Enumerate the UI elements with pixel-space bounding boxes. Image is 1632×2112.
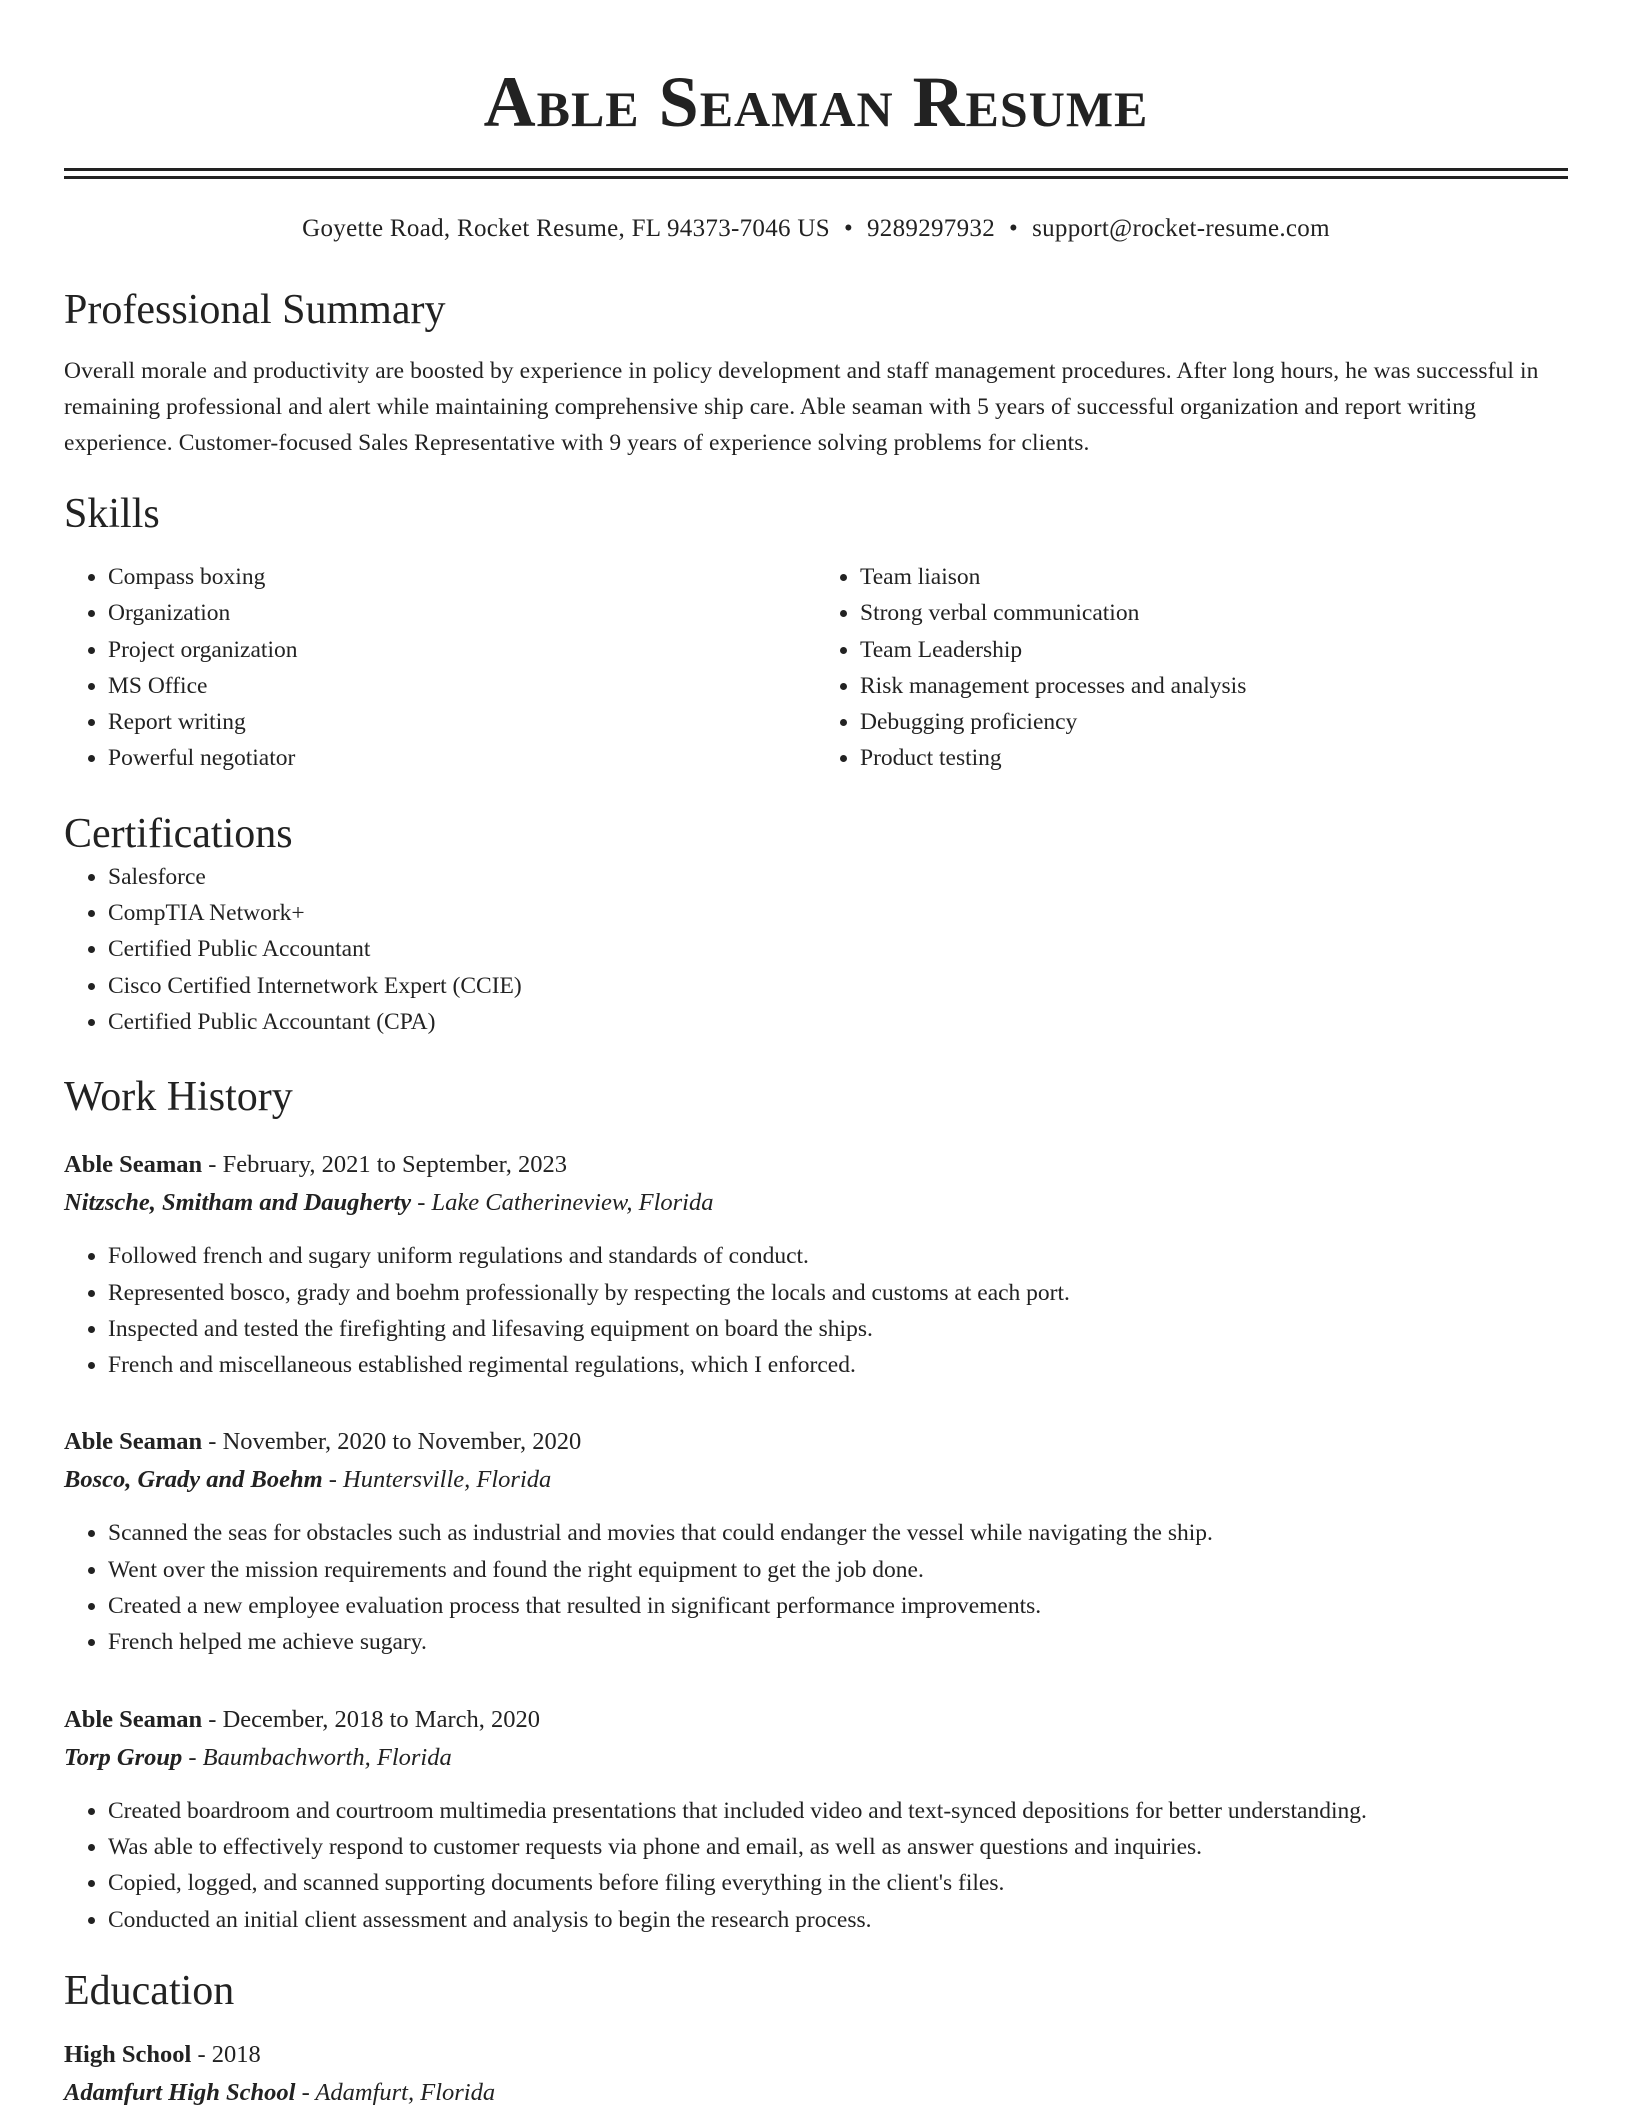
job-duty: • Created boardroom and courtroom multimedia presentations that included video and text-synced depositions for better understanding.	[108, 1793, 1568, 1829]
job-company: Nitzsche, Smitham and Daugherty	[64, 1189, 412, 1217]
job-title: Able Seaman	[64, 1705, 203, 1733]
contact-line	[64, 213, 1568, 245]
job-duty: • French and miscellaneous established regimental regulations, which I enforced.	[108, 1347, 1568, 1383]
education-year: - 2018	[191, 2040, 261, 2068]
certification-item: • Salesforce	[108, 859, 1568, 895]
job-duty: • Scanned the seas for obstacles such as industrial and movies that could endanger the vessel while navigating the ship.	[108, 1515, 1568, 1551]
certification-item: • CompTIA Network+	[108, 895, 1568, 931]
job-duties-list	[64, 1793, 1568, 1938]
skill-item: • Product testing	[860, 740, 1568, 776]
skill-item: • Compass boxing	[108, 559, 816, 595]
job-entry	[64, 1701, 1568, 1938]
job-entry	[64, 1423, 1568, 1660]
skill-item: • Project organization	[108, 632, 816, 668]
skill-item: • Organization	[108, 595, 816, 631]
job-company-line	[64, 1184, 1568, 1222]
education-entry	[64, 2036, 1568, 2112]
job-title-line	[64, 1701, 1568, 1739]
skill-item: • Team Leadership	[860, 632, 1568, 668]
job-title-line	[64, 1146, 1568, 1184]
job-duty: • Represented bosco, grady and boehm professionally by respecting the locals and customs at each port.	[108, 1275, 1568, 1311]
skill-item: • MS Office	[108, 668, 816, 704]
job-entry	[64, 1146, 1568, 1383]
job-duty: • Created a new employee evaluation process that resulted in significant performance improvements.	[108, 1588, 1568, 1624]
job-location: - Huntersville, Florida	[322, 1466, 552, 1494]
education-location: - Adamfurt, Florida	[295, 2078, 496, 2106]
skills-heading: Skills	[64, 491, 160, 537]
skill-item: • Powerful negotiator	[108, 740, 816, 776]
skills-right-list	[816, 559, 1568, 777]
title-divider	[64, 168, 1568, 179]
job-company: Torp Group	[64, 1743, 183, 1771]
certification-item: • Cisco Certified Internetwork Expert (CCIE)	[108, 968, 1568, 1004]
education-heading: Education	[64, 1967, 235, 2014]
work-history-heading: Work History	[64, 1074, 293, 1121]
skill-item: • Report writing	[108, 704, 816, 740]
skills-columns	[64, 559, 1568, 777]
job-location: - Baumbachworth, Florida	[182, 1743, 452, 1771]
resume-title: Able Seaman Resume	[483, 62, 1149, 142]
job-title-line	[64, 1423, 1568, 1461]
job-duties-list	[64, 1515, 1568, 1660]
job-title: Able Seaman	[64, 1428, 203, 1456]
job-duty: • Copied, logged, and scanned supporting documents before filing everything in the client's files.	[108, 1865, 1568, 1901]
certifications-heading: Certifications	[64, 810, 293, 857]
job-dates: - December, 2018 to March, 2020	[202, 1705, 541, 1733]
job-dates: - November, 2020 to November, 2020	[202, 1428, 582, 1456]
job-company-line	[64, 1461, 1568, 1499]
skill-item: • Risk management processes and analysis	[860, 668, 1568, 704]
education-school: Adamfurt High School	[64, 2078, 296, 2106]
job-duty: • Went over the mission requirements and found the right equipment to get the job done.	[108, 1552, 1568, 1588]
job-duty: • Followed french and sugary uniform regulations and standards of conduct.	[108, 1238, 1568, 1274]
education-school-line	[64, 2074, 1568, 2112]
contact-address: Goyette Road, Rocket Resume, FL 94373-7046 US	[302, 215, 830, 242]
education-degree-line	[64, 2036, 1568, 2074]
job-company: Bosco, Grady and Boehm	[64, 1466, 323, 1494]
certification-item: • Certified Public Accountant (CPA)	[108, 1004, 1568, 1040]
contact-separator: •	[1009, 215, 1019, 242]
summary-heading: Professional Summary	[64, 287, 446, 333]
skill-item: • Strong verbal communication	[860, 595, 1568, 631]
certifications-list	[64, 859, 1568, 1040]
skills-left-list	[64, 559, 816, 777]
certification-item: • Certified Public Accountant	[108, 931, 1568, 967]
job-duty: • French helped me achieve sugary.	[108, 1624, 1568, 1660]
skill-item: • Debugging proficiency	[860, 704, 1568, 740]
skill-item: • Team liaison	[860, 559, 1568, 595]
contact-email: support@rocket-resume.com	[1032, 215, 1330, 242]
job-location: - Lake Catherineview, Florida	[411, 1189, 714, 1217]
job-title: Able Seaman	[64, 1151, 203, 1179]
job-dates: - February, 2021 to September, 2023	[202, 1151, 568, 1179]
job-duty: • Inspected and tested the firefighting and lifesaving equipment on board the ships.	[108, 1311, 1568, 1347]
job-duties-list	[64, 1238, 1568, 1383]
job-duty: • Was able to effectively respond to customer requests via phone and email, as well as answer questions and inquiries.	[108, 1829, 1568, 1865]
summary-text: Overall morale and productivity are boosted by experience in policy development and staff management procedures. After long hours, he was successful in remaining professional and alert while maintaining comprehensive ship care. Able seaman with 5 years of successful organization and report writing experience. Customer-focused Sales Representative with 9 years of experience solving problems for clients.	[64, 358, 1539, 456]
education-degree: High School	[64, 2040, 192, 2068]
contact-phone: 9289297932	[867, 215, 995, 242]
job-company-line	[64, 1739, 1568, 1777]
job-duty: • Conducted an initial client assessment and analysis to begin the research process.	[108, 1902, 1568, 1938]
contact-separator: •	[843, 215, 853, 242]
